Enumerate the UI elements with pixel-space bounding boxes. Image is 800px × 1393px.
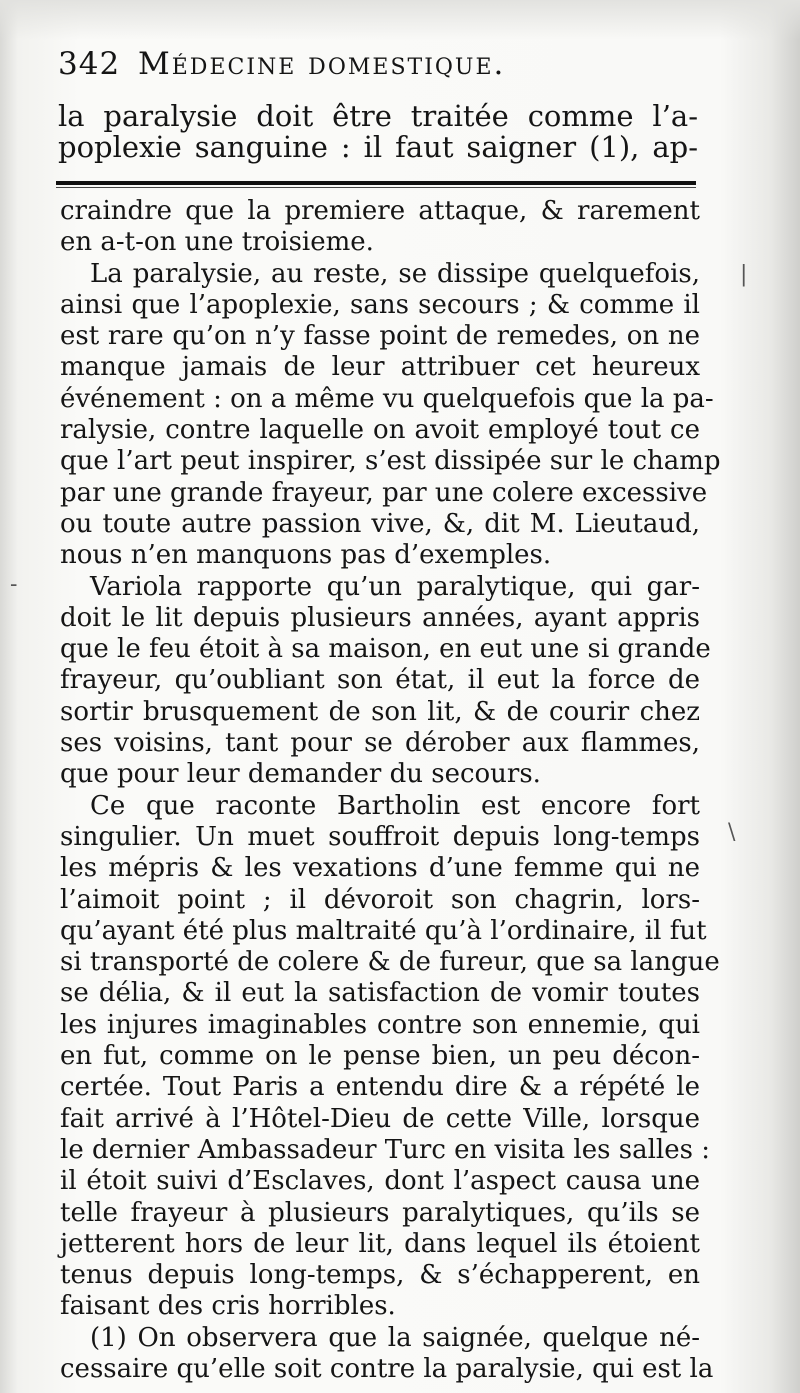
text-line: faisant des cris horribles. [60, 1291, 396, 1322]
text-line: est rare qu’on n’y fasse point de remedes, on ne [60, 321, 700, 352]
text-line: le dernier Ambassadeur Turc en visita les salles : [60, 1134, 710, 1165]
text-line: se délia, & il eut la satisfaction de vomir toutes [60, 978, 700, 1009]
running-title: Médecine domestique. [138, 46, 506, 82]
text-line: fait arrivé à l’Hôtel-Dieu de cette Ville, lorsque [60, 1103, 700, 1134]
text-line: que le feu étoit à sa maison, en eut une si grande [60, 634, 711, 665]
text-line: les injures imaginables contre son ennemie, qui [60, 1009, 700, 1040]
text-line: par une grande frayeur, par une colere excessive [60, 477, 708, 508]
text-line: que l’art peut inspirer, s’est dissipée sur le champ [60, 446, 721, 477]
text-line: il étoit suivi d’Esclaves, dont l’aspect causa une [60, 1166, 700, 1197]
margin-mark: | [740, 262, 748, 287]
page-shadow [0, 0, 800, 40]
text-line: ralysie, contre laquelle on avoit employé tout ce [60, 415, 700, 446]
paragraph-start: Ce que raconte Bartholin est encore fort [90, 790, 700, 821]
text-line: tenus depuis long-temps, & s’échapperent, en [60, 1260, 700, 1291]
text-line: la paralysie doit être traitée comme l’a- [58, 99, 698, 133]
footnote-line: cessaire qu’elle soit contre la paralysie, qui est la [60, 1353, 714, 1384]
text-line: singulier. Un muet souffroit depuis long-temps [60, 821, 700, 852]
text-line: nous n’en manquons pas d’exemples. [60, 540, 552, 571]
text-line: événement : on a même vu quelquefois que la pa- [60, 383, 714, 414]
text-line: ou toute autre passion vive, &, dit M. Lieutaud, [60, 508, 700, 539]
text-line: ainsi que l’apoplexie, sans secours ; & comme il [60, 289, 700, 320]
text-line: si transporté de colere & de fureur, que sa langue [60, 947, 720, 978]
text-line: en a-t-on une troisieme. [60, 227, 374, 258]
page-number: 342 [58, 46, 121, 82]
separator-rule-thin [56, 187, 696, 188]
text-line: qu’ayant été plus maltraité qu’à l’ordinaire, il fut [60, 915, 707, 946]
text-line: l’aimoit point ; il dévoroit son chagrin, lors- [60, 884, 700, 915]
separator-rule [56, 181, 696, 185]
paragraph-start: La paralysie, au reste, se dissipe quelquefois, [90, 258, 700, 289]
text-line: frayeur, qu’oubliant son état, il eut la force de [60, 665, 700, 696]
continued-text [58, 94, 698, 165]
text-line: manque jamais de leur attribuer cet heureux [60, 352, 700, 383]
text-line: doit le lit depuis plusieurs années, ayant appris [60, 602, 700, 633]
text-line: que pour leur demander du secours. [60, 759, 541, 790]
text-line: poplexie sanguine : il faut saigner (1), ap- [58, 130, 698, 165]
paragraph-start: Variola rapporte qu’un paralytique, qui gar- [90, 571, 700, 602]
text-line: certée. Tout Paris a entendu dire & a répété le [60, 1072, 700, 1103]
footnote-start: (1) On observera que la saignée, quelque né- [90, 1322, 700, 1353]
margin-mark: - [10, 572, 18, 597]
text-line: jetterent hors de leur lit, dans lequel ils étoient [60, 1228, 700, 1259]
running-head [58, 46, 708, 92]
text-line: sortir brusquement de son lit, & de courir chez [60, 696, 700, 727]
text-line: ses voisins, tant pour se dérober aux flammes, [60, 728, 700, 759]
margin-mark: \ [728, 820, 736, 845]
text-line: en fut, comme on le pense bien, un peu décon- [60, 1041, 700, 1072]
body-text [60, 196, 721, 1385]
text-line: telle frayeur à plusieurs paralytiques, qu’ils se [60, 1197, 700, 1228]
text-line: craindre que la premiere attaque, & rarement [60, 196, 700, 226]
text-line: les mépris & les vexations d’une femme qui ne [60, 853, 700, 884]
